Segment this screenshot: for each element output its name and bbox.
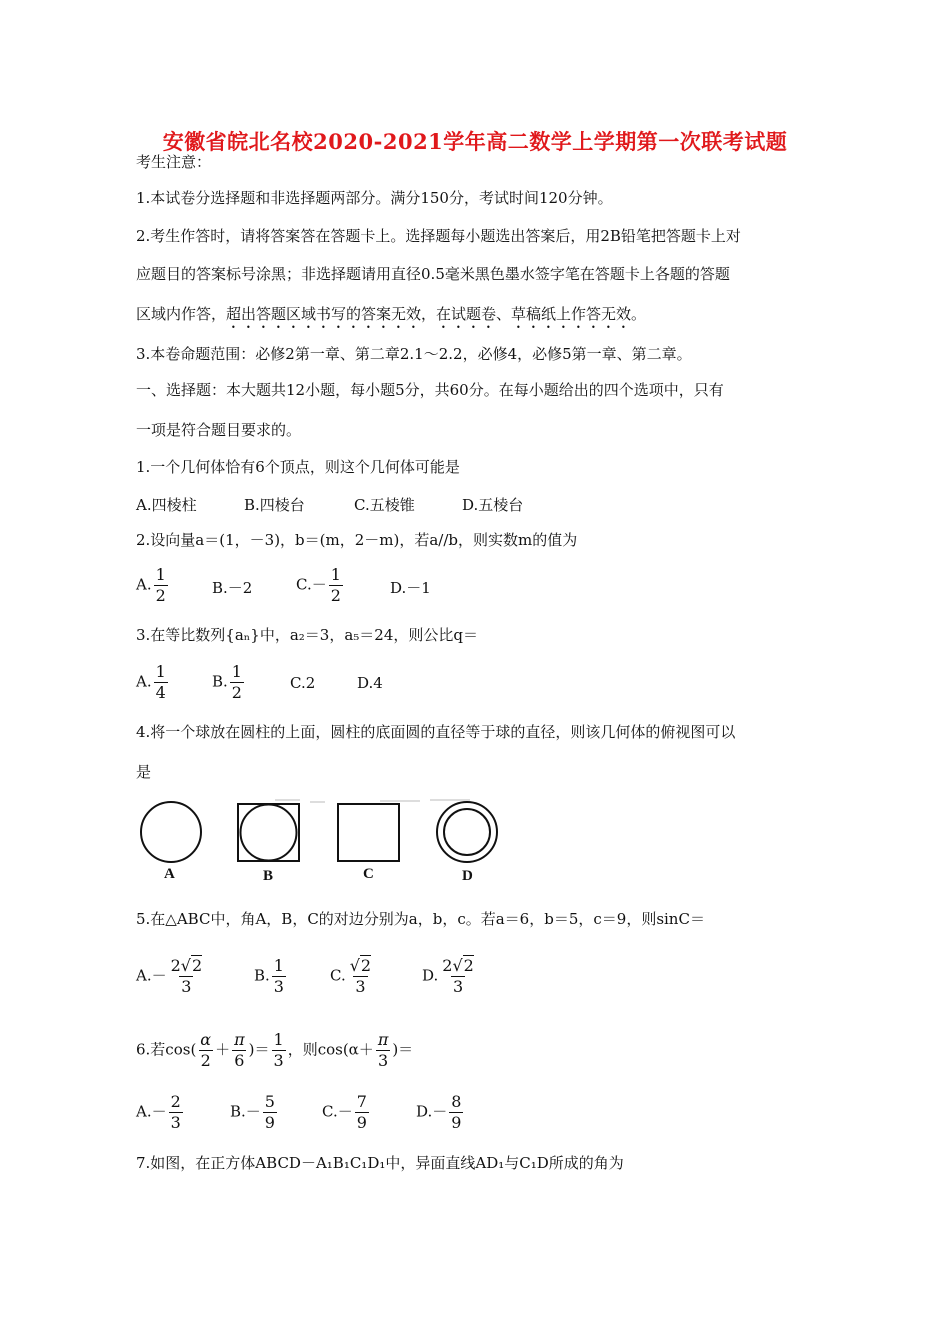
denominator: 2 — [330, 586, 341, 605]
q4-stem-line-2: 是 — [136, 763, 152, 781]
notice-item-1: 1.本试卷分选择题和非选择题两部分。满分150分，考试时间120分钟。 — [136, 189, 613, 207]
numerator — [169, 956, 205, 976]
fraction — [263, 1092, 277, 1133]
numerator: 1 — [155, 662, 166, 681]
fraction — [449, 1092, 463, 1133]
fraction — [440, 956, 476, 997]
option-letter: A.－ — [136, 1102, 167, 1121]
denominator: 3 — [452, 977, 464, 996]
fraction — [198, 1030, 213, 1071]
emphasized-notice: 超出答题区域书写的答案无效，在试题卷、草稿纸上作答无效 — [226, 305, 632, 323]
fraction — [154, 662, 168, 703]
numerator: 1 — [273, 1030, 284, 1049]
option-letter: B.－ — [230, 1102, 261, 1121]
notice-period: 。 — [631, 305, 647, 323]
numerator: 8 — [451, 1092, 462, 1111]
q5-option-a — [136, 956, 206, 997]
notice-text: 区域内作答， — [136, 305, 227, 323]
q1-option-b: B.四棱台 — [244, 496, 305, 514]
q2-option-a — [136, 565, 170, 606]
fraction — [154, 565, 168, 606]
notice-item-3: 3.本卷命题范围：必修2第一章、第二章2.1～2.2，必修4，必修5第一章、第二章。 — [136, 345, 692, 363]
radicand: 2 — [192, 956, 203, 975]
option-a-circle-figure — [138, 800, 206, 864]
q6-text: ，则cos(α＋ — [287, 1040, 374, 1059]
option-letter: A.－ — [136, 966, 167, 985]
denominator: 2 — [200, 1051, 211, 1070]
option-b-square-circle-figure — [236, 803, 302, 863]
coefficient: 2 — [442, 956, 453, 975]
plus-sign: ＋ — [215, 1040, 231, 1059]
q5-option-c — [330, 956, 375, 997]
notice-item-2-line-1: 2.考生作答时，请将答案答在答题卡上。选择题每小题选出答案后，用2B铅笔把答题卡上对 — [136, 227, 741, 245]
numerator — [348, 956, 373, 976]
fraction — [348, 956, 373, 997]
q6-option-b — [230, 1092, 279, 1133]
option-d-concentric-circles-figure — [434, 799, 500, 865]
coefficient: 2 — [170, 956, 181, 975]
option-letter: C.－ — [322, 1102, 353, 1121]
q5-option-b — [254, 956, 288, 997]
denominator: 3 — [273, 977, 284, 996]
fraction — [232, 1030, 247, 1071]
radicand: 2 — [360, 956, 372, 975]
numerator: α — [200, 1030, 212, 1049]
notice-item-2-line-3 — [136, 304, 646, 332]
sqrt-sign: √2 — [452, 956, 474, 975]
section-1-intro-line-2: 一项是符合题目要求的。 — [136, 421, 302, 439]
numerator — [440, 956, 476, 976]
sqrt-sign: √2 — [349, 956, 372, 975]
exam-title: 安徽省皖北名校2020-2021学年高二数学上学期第一次联考试题 — [162, 129, 788, 154]
q2-option-b: B.－2 — [212, 579, 253, 597]
q3-option-d: D.4 — [357, 674, 383, 692]
option-c-square-figure — [336, 803, 402, 863]
denominator: 3 — [170, 1113, 181, 1132]
notice-heading: 考生注意： — [136, 153, 212, 171]
denominator: 9 — [356, 1113, 367, 1132]
figure-label-b: B — [263, 868, 274, 884]
numerator: 1 — [155, 565, 166, 584]
numerator: 1 — [231, 662, 242, 681]
q1-stem: 1.一个几何体恰有6个顶点，则这个几何体可能是 — [136, 458, 460, 476]
denominator: 3 — [355, 977, 366, 996]
q3-option-b — [212, 662, 246, 703]
numerator: 1 — [273, 956, 284, 975]
figure-label-a: A — [164, 866, 175, 882]
q4-stem-line-1: 4.将一个球放在圆柱的上面，圆柱的底面圆的直径等于球的直径，则该几何体的俯视图可以 — [136, 723, 736, 741]
denominator: 3 — [181, 977, 192, 996]
denominator: 3 — [273, 1051, 284, 1070]
numerator: 2 — [170, 1092, 181, 1111]
denominator: 3 — [377, 1051, 389, 1070]
fraction — [272, 956, 286, 997]
fraction — [355, 1092, 369, 1133]
q6-text: 6.若cos( — [136, 1040, 197, 1059]
figure-label-c: C — [363, 866, 374, 882]
q3-option-a — [136, 662, 170, 703]
numerator: π — [234, 1030, 245, 1049]
q2-option-d: D.－1 — [390, 579, 431, 597]
q6-stem — [136, 1030, 413, 1071]
denominator: 2 — [231, 683, 242, 702]
option-letter: B. — [212, 672, 228, 691]
q1-option-c: C.五棱锥 — [354, 496, 415, 514]
option-letter: A. — [136, 672, 152, 691]
q6-option-d — [416, 1092, 465, 1133]
numerator: 1 — [330, 565, 341, 584]
fraction — [169, 1092, 183, 1133]
q1-option-d: D.五棱台 — [462, 496, 524, 514]
q7-stem: 7.如图，在正方体ABCD－A₁B₁C₁D₁中，异面直线AD₁与C₁D所成的角为 — [136, 1154, 624, 1172]
q5-option-d — [422, 956, 478, 997]
option-letter: C.－ — [296, 575, 327, 594]
q6-text: )＝ — [248, 1040, 270, 1059]
q5-stem: 5.在△ABC中，角A，B，C的对边分别为a，b，c。若a＝6，b＝5，c＝9，则sinC＝ — [136, 910, 705, 928]
numerator: 5 — [264, 1092, 275, 1111]
section-1-intro-line-1: 一、选择题：本大题共12小题，每小题5分，共60分。在每小题给出的四个选项中，只有 — [136, 381, 724, 399]
denominator: 2 — [155, 586, 166, 605]
radicand: 2 — [463, 956, 474, 975]
q2-stem: 2.设向量a＝(1，－3)，b＝(m，2－m)，若a//b，则实数m的值为 — [136, 531, 578, 549]
q6-option-c — [322, 1092, 371, 1133]
notice-item-2-line-2: 应题目的答案标号涂黑；非选择题请用直径0.5毫米黑色墨水签字笔在答题卡上各题的答题 — [136, 265, 730, 283]
denominator: 9 — [451, 1113, 462, 1132]
option-letter: A. — [136, 575, 152, 594]
option-letter: B. — [254, 966, 270, 985]
q1-option-a: A.四棱柱 — [136, 496, 197, 514]
q3-option-c: C.2 — [290, 674, 316, 692]
q6-text: )＝ — [392, 1040, 414, 1059]
numerator: π — [377, 1030, 389, 1049]
fraction — [230, 662, 244, 703]
option-letter: D. — [422, 966, 439, 985]
q2-option-c — [296, 565, 345, 606]
denominator: 4 — [155, 683, 166, 702]
q6-option-a — [136, 1092, 185, 1133]
fraction — [329, 565, 343, 606]
sqrt-sign: √2 — [180, 956, 203, 975]
fraction — [376, 1030, 391, 1071]
option-letter: D.－ — [416, 1102, 448, 1121]
q3-stem: 3.在等比数列{aₙ}中，a₂＝3，a₅＝24，则公比q＝ — [136, 626, 478, 644]
figure-label-d: D — [462, 868, 473, 884]
fraction — [272, 1030, 286, 1071]
fraction — [169, 956, 205, 997]
numerator: 7 — [356, 1092, 367, 1111]
option-letter: C. — [330, 966, 346, 985]
denominator: 6 — [234, 1051, 245, 1070]
denominator: 9 — [264, 1113, 275, 1132]
